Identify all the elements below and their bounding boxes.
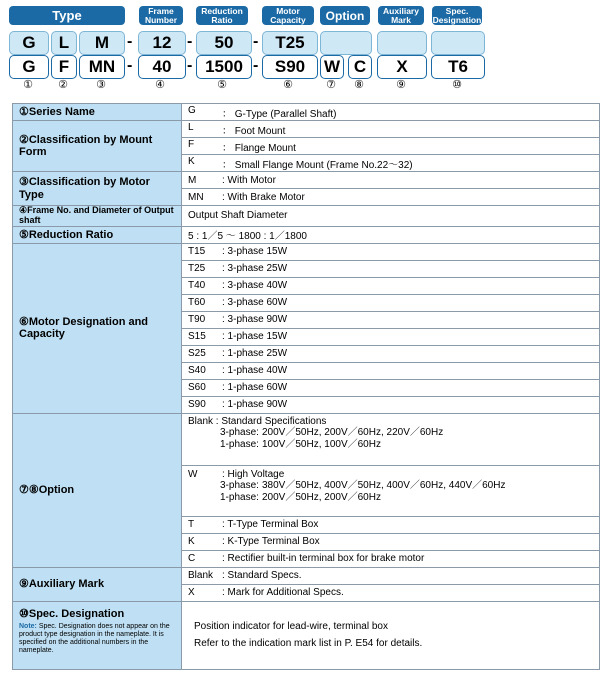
row-option-blank <box>13 413 600 465</box>
row1-type-g: G <box>9 31 49 55</box>
motor-value: : 3-phase 15W <box>222 246 288 258</box>
number-10: ⑩ <box>452 79 462 91</box>
header-type: Type <box>9 6 125 25</box>
row2-motor-mn: MN <box>79 55 125 79</box>
number-3: ③ <box>96 79 106 91</box>
header-frame-number: Frame Number <box>139 6 183 25</box>
row2-option-c: C <box>348 55 372 79</box>
motor-type-key: MN <box>188 191 204 203</box>
motor-value: : 3-phase 90W <box>222 314 288 326</box>
option-w-key: W <box>188 468 198 480</box>
motor-type-value: : With Brake Motor <box>222 191 305 203</box>
row2-ratio: 1500 <box>196 55 252 79</box>
option-w-3phase-label: 3-phase: <box>220 479 259 491</box>
option-blank-3phase: 200V／50Hz, 200V／60Hz, 220V／60Hz <box>262 426 444 438</box>
motor-value: : 3-phase 60W <box>222 297 288 309</box>
motor-key: S15 <box>188 331 206 343</box>
row1-dash-1: - <box>127 33 133 50</box>
spec-label: ⑩Spec. Designation <box>19 607 125 620</box>
mount-value: ： Foot Mount <box>222 125 286 137</box>
row1-ratio: 50 <box>196 31 252 55</box>
label-option: ⑦⑧Option <box>13 413 182 567</box>
motor-key: S90 <box>188 399 206 411</box>
option-blank-1phase-label: 1-phase: <box>220 439 259 451</box>
motor-key: S60 <box>188 382 206 394</box>
label-motor-designation: ⑥Motor Designation and Capacity <box>13 243 182 413</box>
number-7: ⑦ <box>326 79 336 91</box>
motor-type-value: : With Motor <box>222 174 276 186</box>
aux-key: Blank <box>188 570 214 582</box>
row1-dash-3: - <box>253 33 259 50</box>
label-reduction-ratio: ⑤Reduction Ratio <box>13 226 182 243</box>
number-8: ⑧ <box>354 79 364 91</box>
number-2: ② <box>58 79 68 91</box>
label-series-name: ①Series Name <box>13 104 182 121</box>
row-auxiliary <box>13 567 600 584</box>
label-spec-designation <box>13 601 182 669</box>
row2-dash-2: - <box>187 57 193 74</box>
row1-motor-capacity: T25 <box>262 31 318 55</box>
number-1: ① <box>23 79 33 91</box>
motor-key: S40 <box>188 365 206 377</box>
motor-value: : 3-phase 40W <box>222 280 288 292</box>
option-w-1phase-label: 1-phase: <box>220 492 259 504</box>
spec-note-text: Spec. Designation does not appear on the product type designation in the nameplate. It is specified on the additional numbers in the nameplate. <box>19 622 170 655</box>
row2-option-w: W <box>320 55 344 79</box>
option-w-title: : High Voltage <box>222 468 285 480</box>
row2-spec-t6: T6 <box>431 55 485 79</box>
header-auxiliary-mark: Auxiliary Mark <box>378 6 424 25</box>
row1-dash-2: - <box>187 33 193 50</box>
row-motor <box>13 243 600 260</box>
mount-key: K <box>188 155 195 167</box>
aux-key: X <box>188 587 195 599</box>
spec-line-1: Position indicator for lead-wire, terminal box <box>194 621 388 633</box>
option-blank-title: Blank : Standard Specifications <box>188 415 327 427</box>
header-option: Option <box>320 6 370 25</box>
motor-type-key: M <box>188 174 197 186</box>
spec-note <box>19 623 175 655</box>
row1-option <box>320 31 372 55</box>
number-4: ④ <box>155 79 165 91</box>
row2-frame: 40 <box>138 55 186 79</box>
specification-table <box>12 103 600 670</box>
spec-note-head: Note: <box>19 622 37 630</box>
motor-key: T60 <box>188 297 206 309</box>
header-spec-designation: Spec. Designation <box>432 6 482 25</box>
label-mount-form: ②Classification by Mount Form <box>13 121 182 172</box>
option-w-1phase: 200V／50Hz, 200V／60Hz <box>262 492 381 504</box>
row-spec-designation <box>13 601 600 669</box>
number-5: ⑤ <box>217 79 227 91</box>
spec-line-2: Refer to the indication mark list in P. E54 for details. <box>194 638 423 650</box>
aux-value: : Mark for Additional Specs. <box>222 587 344 599</box>
option-w-3phase: 380V／50Hz, 400V／50Hz, 400V／60Hz, 440V／60Hz <box>262 479 506 491</box>
label-motor-type: ③Classification by Motor Type <box>13 172 182 206</box>
row-frame <box>13 206 600 227</box>
row-series <box>13 104 600 121</box>
row1-spec <box>431 31 485 55</box>
header-reduction-ratio: Reduction Ratio <box>196 6 248 25</box>
number-6: ⑥ <box>283 79 293 91</box>
motor-key: T15 <box>188 246 206 258</box>
number-9: ⑨ <box>396 79 406 91</box>
option-value: : T-Type Terminal Box <box>222 519 319 531</box>
row2-dash-1: - <box>127 57 133 74</box>
row-motor-type <box>13 172 600 189</box>
option-blank-3phase-label: 3-phase: <box>220 426 259 438</box>
motor-value: : 1-phase 60W <box>222 382 288 394</box>
option-value: : Rectifier built-in terminal box for brake motor <box>222 553 425 565</box>
row1-motor-m: M <box>79 31 125 55</box>
row1-auxiliary <box>377 31 427 55</box>
frame-value: Output Shaft Diameter <box>182 206 600 227</box>
motor-key: S25 <box>188 348 206 360</box>
motor-value: : 3-phase 25W <box>222 263 288 275</box>
option-key: C <box>188 553 196 565</box>
series-value: ： G-Type (Parallel Shaft) <box>222 108 337 120</box>
option-key: T <box>188 519 195 531</box>
row2-auxiliary-x: X <box>377 55 427 79</box>
option-value: : K-Type Terminal Box <box>222 536 320 548</box>
option-blank-1phase: 100V／50Hz, 100V／60Hz <box>262 439 381 451</box>
mount-key: L <box>188 121 194 133</box>
motor-value: : 1-phase 15W <box>222 331 288 343</box>
row1-mount-l: L <box>51 31 77 55</box>
motor-key: T25 <box>188 263 206 275</box>
motor-value: : 1-phase 90W <box>222 399 288 411</box>
row2-mount-f: F <box>51 55 77 79</box>
series-key: G <box>188 104 196 116</box>
ratio-value: 5 : 1／5 ～ 1800 : 1／1800 <box>182 226 600 243</box>
row-mount-form <box>13 121 600 138</box>
row2-type-g: G <box>9 55 49 79</box>
label-auxiliary-mark: ⑨Auxiliary Mark <box>13 567 182 601</box>
motor-value: : 1-phase 25W <box>222 348 288 360</box>
motor-value: : 1-phase 40W <box>222 365 288 377</box>
motor-key: T40 <box>188 280 206 292</box>
label-frame: ④Frame No. and Diameter of Output shaft <box>13 206 182 227</box>
row-ratio <box>13 226 600 243</box>
row2-motor-capacity: S90 <box>262 55 318 79</box>
option-key: K <box>188 536 195 548</box>
mount-value: ： Flange Mount <box>222 142 296 154</box>
aux-value: : Standard Specs. <box>222 570 302 582</box>
motor-key: T90 <box>188 314 206 326</box>
mount-value: ： Small Flange Mount (Frame No.22～32) <box>222 159 413 171</box>
row1-frame: 12 <box>138 31 186 55</box>
header-motor-capacity: Motor Capacity <box>262 6 314 25</box>
mount-key: F <box>188 138 195 150</box>
row2-dash-3: - <box>253 57 259 74</box>
